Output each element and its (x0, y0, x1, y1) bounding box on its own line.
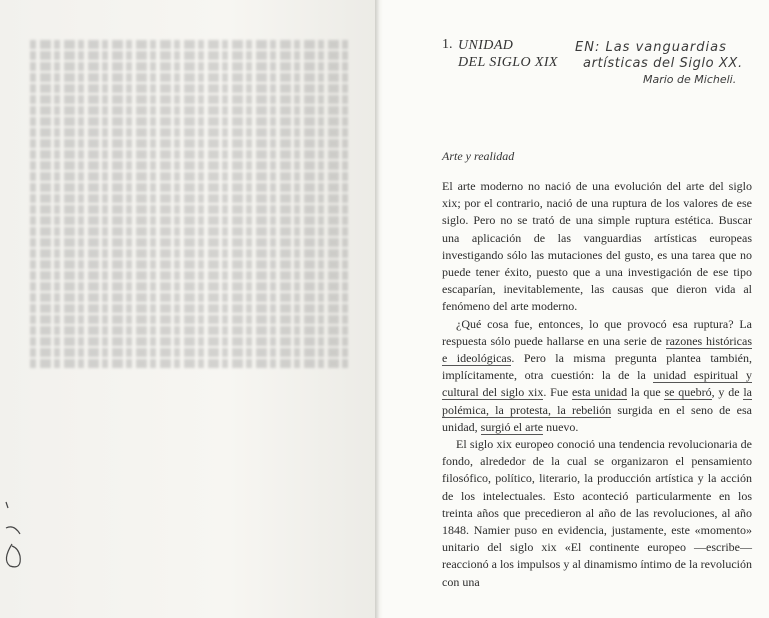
p2-text-g: nuevo. (543, 419, 579, 434)
underline-razones: razones históricas e ideológicas (442, 333, 753, 366)
left-page-blank (0, 0, 378, 618)
handnote-line3: Mario de Micheli. (643, 73, 737, 86)
pen-scribble (0, 500, 40, 580)
underline-unidad: unidad espiritual y cultural del siglo xix (442, 368, 752, 400)
chapter-title-line2: DEL SIGLO XIX (458, 55, 558, 70)
chapter-title (458, 37, 558, 71)
handnote-line1: EN: Las vanguardias (575, 40, 727, 55)
handwritten-annotation (571, 40, 756, 88)
section-heading: Arte y realidad (442, 149, 515, 163)
chapter-title-line1: UNIDAD (458, 38, 514, 53)
underline-surgio: surgió el arte (480, 419, 544, 434)
p2-text-b: . Pero la misma pregunta plantea también, implícitamente, otra cuestión: la de la (442, 351, 752, 383)
paragraph-3: El siglo xix europeo conoció una tendencia revolucionaria de fondo, alrededor de la cual se organizaron el pensamiento filosófico, político, literario, la producción artística y la acción de los intelectuales. Esto aconteció particularmente en los treinta años que precedieron al año de las revoluciones, al año 1848. Namier puso en evidencia, justamente, este «momento» unitario del siglo xix «El continente europeo —escribe— reaccionó a los impulsos y al dinamismo íntimo de la revolución con una (442, 437, 752, 589)
p2-text-a: ¿Qué cosa fue, entonces, lo que provocó esa ruptura? La respuesta sólo puede hallarse en una serie de (442, 316, 752, 348)
right-page (383, 0, 769, 618)
underline-esta-unidad: esta unidad (571, 385, 628, 400)
p2-text-e: , y de (711, 385, 744, 400)
p2-text-c: . Fue (543, 385, 572, 400)
underline-polemica: la polémica, la protesta, la rebelión (442, 385, 752, 417)
paragraph-1: El arte moderno no nació de una evolución del arte del siglo xix; por el contrario, nació de una ruptura de los valores de ese siglo. Pero no se trató de una simple ruptura estética. Buscar una aplicación de las vanguardias artísticas europeas investigando sólo las mutaciones del gusto, es una tarea que no puede tener éxito, puesto que a una investigación de ese tipo escaparían, inevitablemente, las causas que dieron vida al fenómeno del arte moderno. (442, 179, 752, 314)
chapter-number: 1. (442, 37, 453, 52)
p2-text-f: surgida en el seno de esa unidad, (442, 402, 752, 434)
underline-se-quebro: se quebró (664, 385, 712, 400)
p2-text-d: la que (627, 385, 665, 400)
handnote-line2: artísticas del Siglo XX. (583, 56, 743, 71)
body-text (442, 178, 752, 591)
book-gutter (375, 0, 383, 618)
show-through-text (28, 40, 348, 370)
paragraph-2 (442, 316, 752, 436)
